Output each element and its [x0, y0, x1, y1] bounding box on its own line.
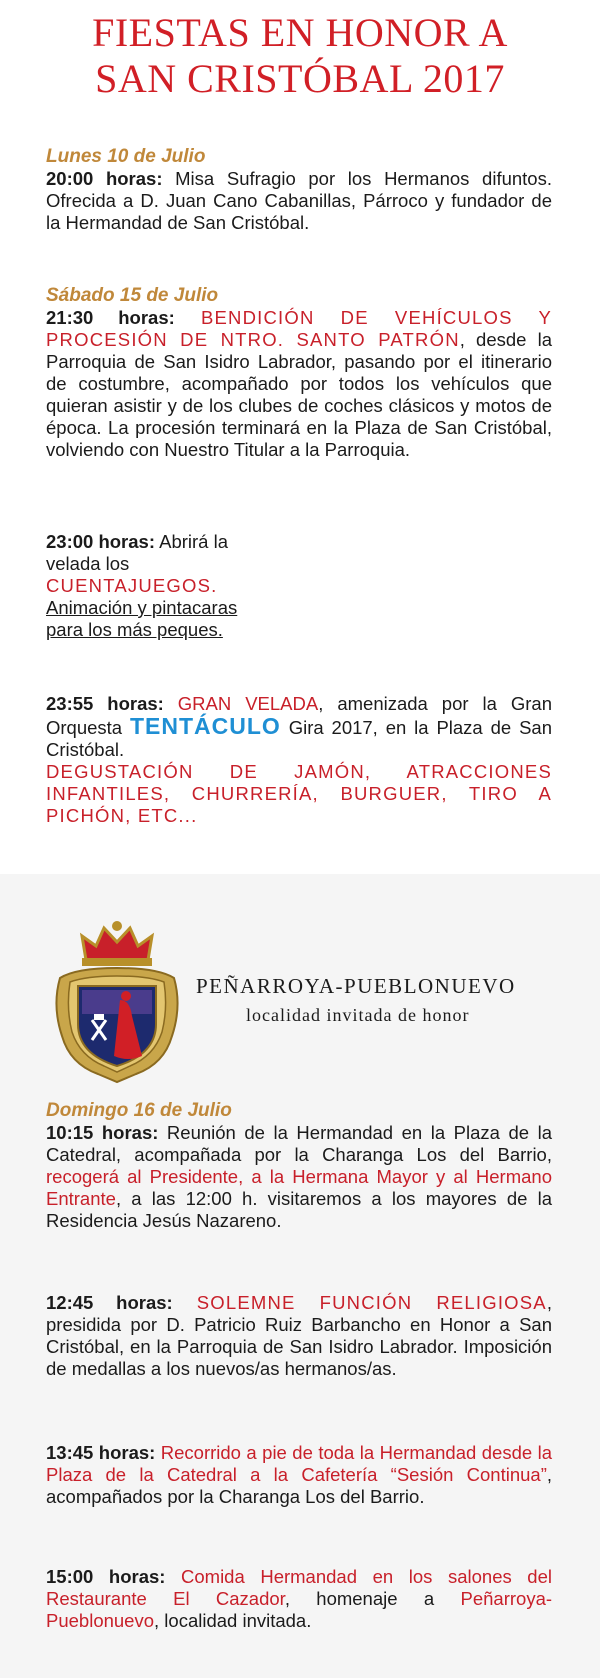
sunday-event-4 [46, 1566, 552, 1632]
event-highlight: Recorrido a pie de toda la Hermandad desde la Plaza de la Catedral a la Cafetería “Sesión Continua” [46, 1442, 552, 1485]
event-time: 23:00 horas: [46, 531, 155, 552]
event-highlight: SOLEMNE FUNCIÓN RELIGIOSA [172, 1292, 547, 1313]
event-highlight-2: Peñarroya-Pueblonuevo [46, 1588, 553, 1631]
event-text-2: , a las 12:00 h. visitaremos a los mayores de la Residencia Jesús Nazareno. [46, 1188, 552, 1231]
monday-date: Lunes 10 de Julio [46, 146, 206, 167]
event-text: Reunión de la Hermandad en la Plaza de la Catedral, acompañada por la Charanga Los del Barrio, [46, 1122, 552, 1165]
event-underlined-text: Animación y pintacaras para los más peques. [46, 597, 238, 640]
event-time: 15:00 horas: [46, 1566, 166, 1587]
saturday-date: Sábado 15 de Julio [46, 285, 219, 306]
event-highlight: GRAN VELADA [163, 693, 319, 714]
sunday-event-2 [46, 1292, 552, 1380]
coat-of-arms-emblem [48, 916, 186, 1086]
monday-section [46, 146, 552, 234]
event-text-2: Gira 2017, en la Plaza de San Cristóbal. [46, 717, 552, 760]
saturday-event-3 [46, 693, 552, 827]
event-highlight: Comida Hermandad en los salones del Restaurante El Cazador [46, 1566, 552, 1609]
event-time: 12:45 horas: [46, 1292, 173, 1313]
event-attractions: DEGUSTACIÓN DE JAMÓN, ATRACCIONES INFANTILES, CHURRERÍA, BURGUER, TIRO A PICHÓN, ETC... [46, 761, 552, 826]
sunday-event-1 [46, 1122, 552, 1232]
saturday-event-1 [46, 307, 552, 461]
event-text: , presidida por D. Patricio Ruiz Barbancho en Honor a San Cristóbal, en la Parroquia de San Isidro Labrador. Imposición de medallas a los nuevos/as hermanos/as. [46, 1292, 552, 1379]
title-line-1: FIESTAS EN HONOR A [92, 10, 508, 55]
event-time: 21:30 horas: [46, 307, 175, 328]
event-time: 20:00 horas: [46, 168, 163, 189]
event-highlight: BENDICIÓN DE VEHÍCULOS Y PROCESIÓN DE NTRO. SANTO PATRÓN [46, 307, 552, 350]
title-line-2: SAN CRISTÓBAL 2017 [95, 56, 505, 101]
event-text: , amenizada por la Gran Orquesta [46, 693, 552, 738]
sunday-section [46, 1100, 552, 1232]
event-highlight: recogerá al Presidente, a la Hermana Mayor y al Hermano Entrante [46, 1166, 552, 1209]
guest-town-subtitle: localidad invitada de honor [246, 1005, 470, 1025]
saturday-section [46, 285, 552, 461]
guest-town-name: PEÑARROYA-PUEBLONUEVO [196, 974, 516, 998]
event-time: 13:45 horas: [46, 1442, 156, 1463]
sunday-event-3 [46, 1442, 552, 1508]
event-text: , acompañados por la Charanga Los del Barrio. [46, 1464, 552, 1507]
crown-cross-icon [112, 921, 122, 931]
event-time: 10:15 horas: [46, 1122, 159, 1143]
orchestra-name: TENTÁCULO [129, 713, 281, 739]
monday-event-1 [46, 168, 552, 234]
page-title [0, 10, 600, 102]
event-text: , homenaje a [284, 1588, 461, 1609]
event-text: , desde la Parroquia de San Isidro Labrador, pasando por el itinerario de costumbre, acompañado por todos los vehículos que quieran asistir y de los clubes de coches clásicos y motos de época. La procesión terminará en la Plaza de San Cristóbal, volviendo con Nuestro Titular a la Parroquia. [46, 329, 552, 460]
event-text: Abrirá la velada los [46, 531, 229, 574]
saturday-event-2 [46, 531, 266, 641]
event-text-2: , localidad invitada. [154, 1610, 312, 1631]
event-time: 23:55 horas: [46, 693, 164, 714]
event-text: Misa Sufragio por los Hermanos difuntos. Ofrecida a D. Juan Cano Cabanillas, Párroco y fundador de la Hermandad de San Cristóbal. [46, 168, 552, 233]
sunday-date: Domingo 16 de Julio [46, 1100, 232, 1121]
event-highlight: CUENTAJUEGOS. [46, 575, 218, 596]
